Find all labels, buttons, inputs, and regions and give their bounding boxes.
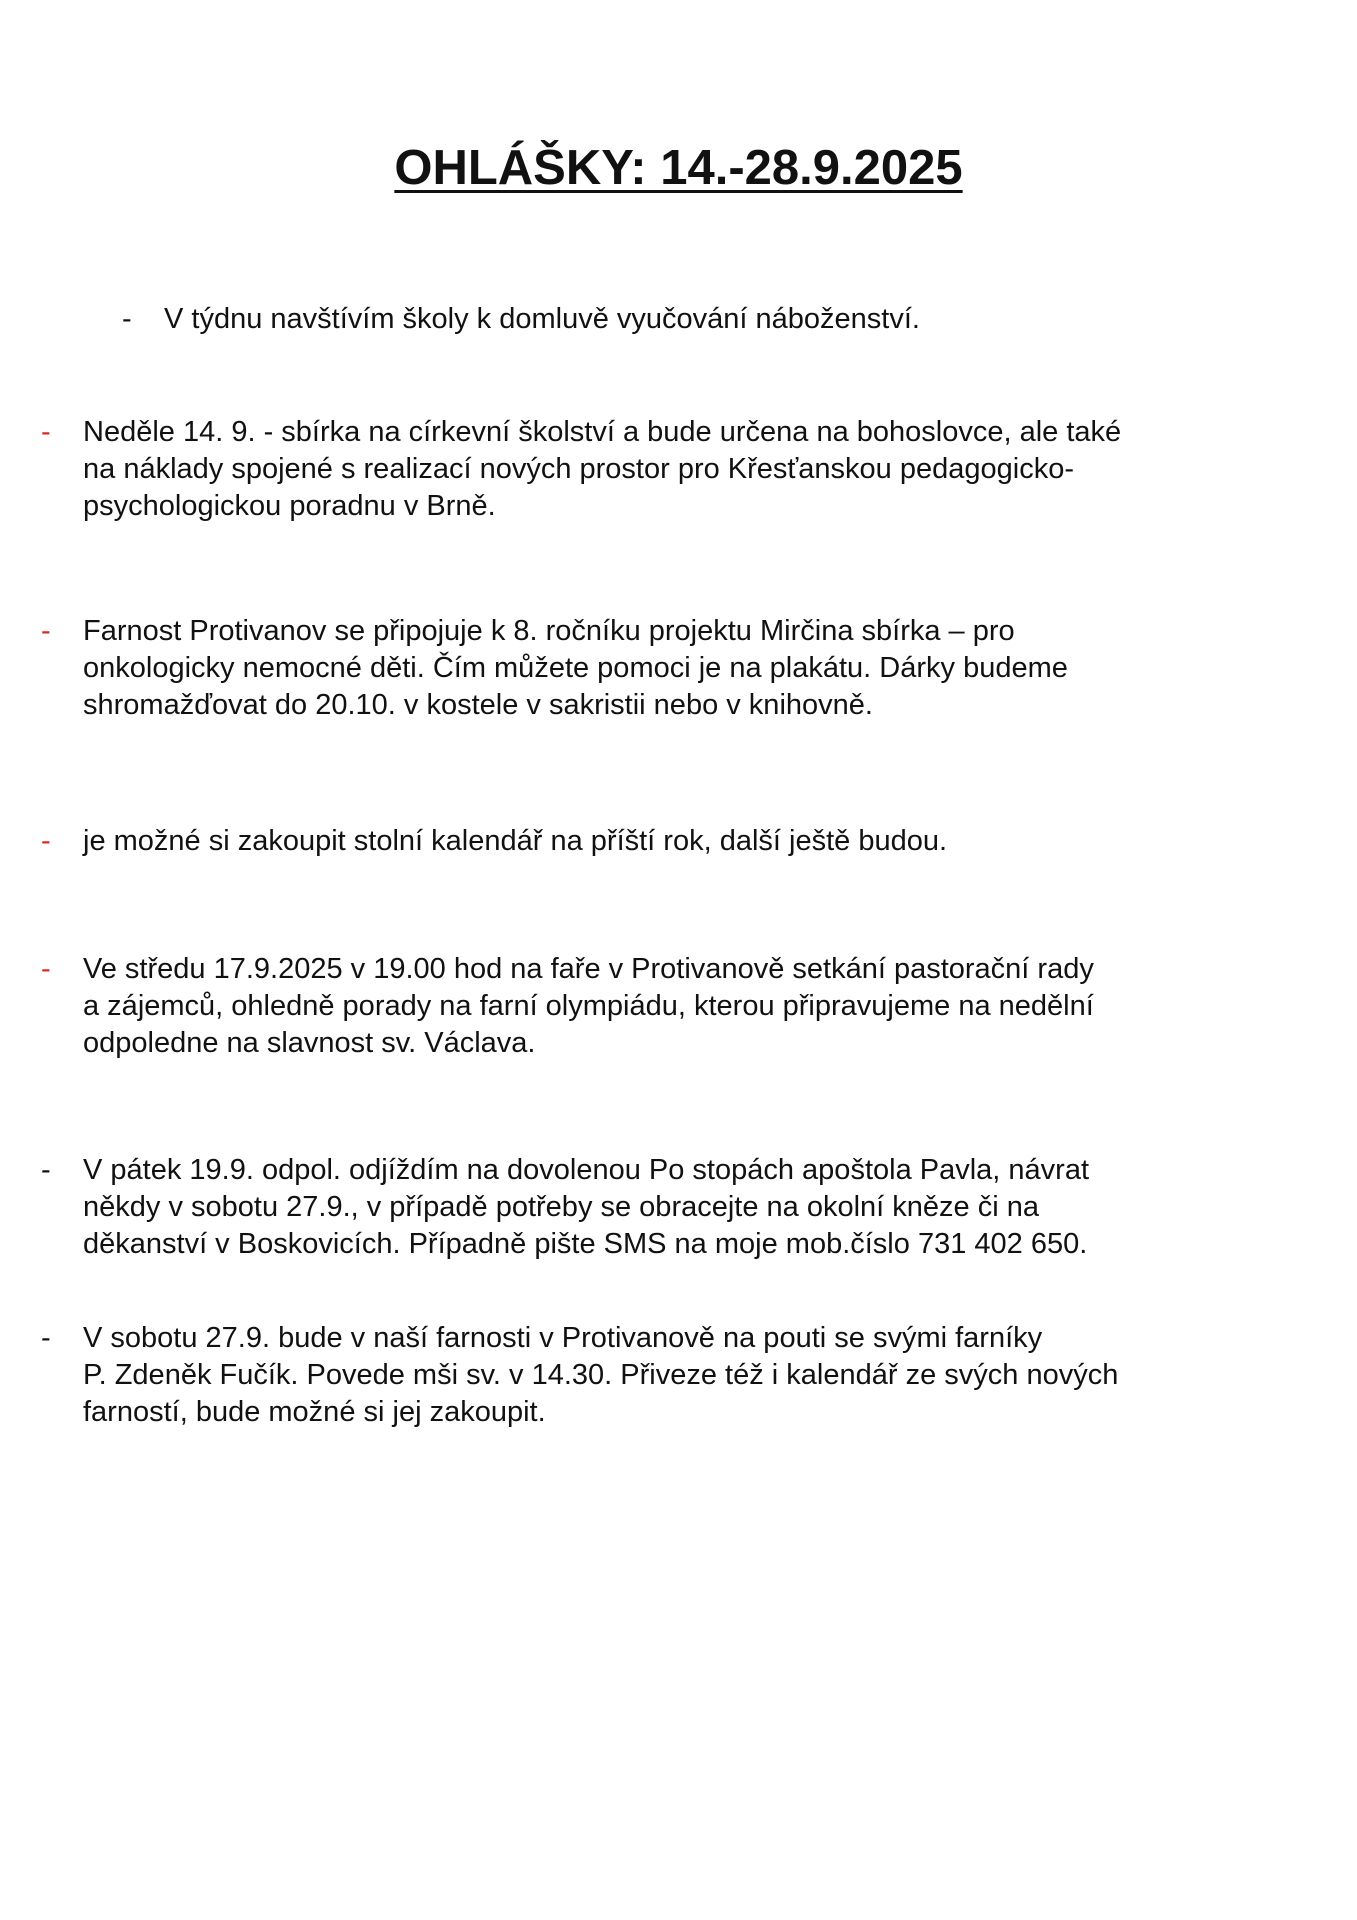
announcement-line: Farnost Protivanov se připojuje k 8. ročníku projektu Mirčina sbírka – pro [83, 615, 1015, 647]
announcement-item [41, 613, 1068, 724]
bullet-dash: - [41, 825, 51, 857]
announcement-line: a zájemců, ohledně porady na farní olympiádu, kterou připravujeme na nedělní [83, 990, 1094, 1022]
bullet-dash: - [41, 416, 51, 448]
announcement-line: psychologickou poradnu v Brně. [83, 490, 496, 522]
announcement-line: V pátek 19.9. odpol. odjíždím na dovolenou Po stopách apoštola Pavla, návrat [83, 1154, 1090, 1186]
bullet-dash: - [41, 615, 51, 647]
announcement-line: P. Zdeněk Fučík. Povede mši sv. v 14.30. Přiveze též i kalendář ze svých nových [83, 1359, 1119, 1391]
page-title: OHLÁŠKY: 14.-28.9.2025 [394, 141, 963, 195]
bullet-dash: - [122, 303, 132, 335]
announcement-item [122, 301, 920, 338]
announcement-line: děkanství v Boskovicích. Případně pište SMS na moje mob.číslo 731 402 650. [83, 1228, 1088, 1260]
bullet-dash: - [41, 953, 51, 985]
announcement-item [41, 414, 1122, 525]
announcement-line: Neděle 14. 9. - sbírka na církevní školství a bude určena na bohoslovce, ale také [83, 416, 1122, 448]
announcement-item [41, 951, 1094, 1062]
announcement-line: onkologicky nemocné děti. Čím můžete pomoci je na plakátu. Dárky budeme [83, 652, 1068, 684]
announcement-item [41, 1320, 1119, 1431]
announcement-line: V sobotu 27.9. bude v naší farnosti v Protivanově na pouti se svými farníky [83, 1322, 1043, 1354]
announcement-item [41, 1152, 1090, 1263]
announcement-line: farností, bude možné si jej zakoupit. [83, 1396, 546, 1428]
bullet-dash: - [41, 1322, 51, 1354]
announcement-line: V týdnu navštívím školy k domluvě vyučování náboženství. [164, 303, 920, 335]
announcement-line: odpoledne na slavnost sv. Václava. [83, 1027, 536, 1059]
announcement-line: je možné si zakoupit stolní kalendář na příští rok, další ještě budou. [83, 825, 948, 857]
announcement-line: někdy v sobotu 27.9., v případě potřeby se obracejte na okolní kněze či na [83, 1191, 1039, 1223]
announcement-item [41, 823, 948, 860]
bullet-dash: - [41, 1154, 51, 1186]
announcement-line: Ve středu 17.9.2025 v 19.00 hod na faře v Protivanově setkání pastorační rady [83, 953, 1094, 985]
announcement-line: na náklady spojené s realizací nových prostor pro Křesťanskou pedagogicko- [83, 453, 1074, 485]
announcement-line: shromažďovat do 20.10. v kostele v sakristii nebo v knihovně. [83, 689, 873, 721]
